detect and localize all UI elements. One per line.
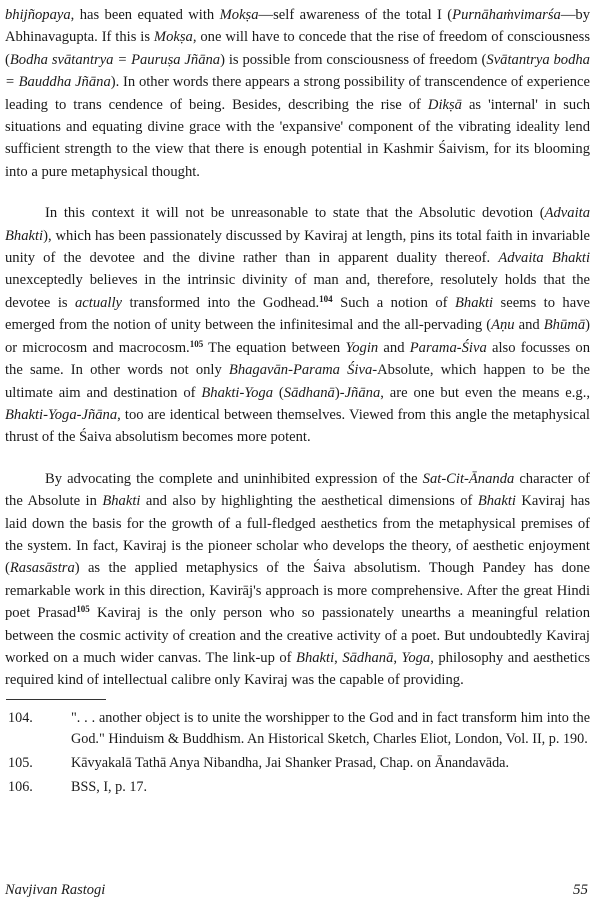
footnote-number: 105. xyxy=(8,754,33,771)
footnote-number: 104. xyxy=(8,709,33,726)
footnote-text: Kāvyakalā Tathā Anya Nibandha, Jai Shanker Prasad, Chap. on Ānandavāda. xyxy=(71,754,510,771)
paragraph-2: In this context it will not be unreasonable to state that the Absolutic devotion (Advaita Bhakti), which has been passionately discussed by Kaviraj at length, pins its total faith in invariable unity of the devotee and the divine rather than in apparent duality thereof. Advaita Bhakti unexceptedly believes in the intrinsic divinity of man and, therefore, resolutely holds that the devotee is actually transformed into the Godhead.$^{104}$ Such a notion of Bhakti seems to have emerged from the notion of unity between the infinitesimal and the all-pervading (Aṇu and Bhūmā) or microcosm and macrocosm.$^{105}$ The equation between Yogin and Parama-Śiva also focusses on the same. In other words not only Bhagavān-Parama Śiva-Absolute, which happen to be the ultimate aim and destination of Bhakti-Yoga (Sādhanā)-Jñāna, are one but even the means e.g., Bhakti-Yoga-Jñāna, too are identical between themselves. Viewed from this angle the metaphysical thrust of the Śaiva absolutism becomes more potent. xyxy=(5,205,591,446)
footnote-number: 106. xyxy=(8,778,33,795)
footnote-106 xyxy=(5,777,590,798)
footnote-ref-105[interactable]: 105 xyxy=(189,338,204,349)
footnote-ref-104[interactable]: 104 xyxy=(319,293,333,304)
footnote-text: BSS, I, p. 17. xyxy=(71,778,148,795)
paragraph-1: bhijñopaya, has been equated with Mokṣa—self awareness of the total I (Purnāhaṁvimarśa—by Abhinavagupta. If this is Mokṣa, one will have to concede that the rise of freedom of consciousness (Bodha svātantrya = Pauruṣa Jñāna) is possible from consciousness of freedom (Svātantrya bodha = Bauddha Jñāna). In other words there appears a strong possibility of transcendence of experience leading to trans cendence of being. Besides, describing the rise of Dikṣā as 'internal' in such situations and equating divine grace with the 'expansive' component of the vibrating ideality lend sufficient strength to the view that there is enough potential in Kashmir Śaivism, for its blooming into a pure metaphysical thought. xyxy=(5,7,590,180)
paragraph-3: By advocating the complete and uninhibited expression of the Sat-Cit-Ānanda character of the Absolute in Bhakti and also by highlighting the aesthetical dimensions of Bhakti Kaviraj has laid down the basis for the growth of a full-fledged aesthetics from the metaphysical premises of the system. In fact, Kaviraj is the pioneer scholar who develops the theory, of aesthetic enjoyment (Rasasāstra) as the applied metaphysics of the Śaiva absolutism. Though Pandey has done remarkable work in this direction, Kavirāj's approach is more comprehensive. After the great Hindi poet Prasad$^{105}$ Kaviraj is the only person who so passionately unearths a meaningful relation between the cosmic activity of creation and the creative activity of a poet. But undoubtedly Kaviraj worked on a much wider canvas. The link-up of Bhakti, Sādhanā, Yoga, philosophy and aesthetics required kind of intellectual calibre only Kaviraj was the capable of providing. xyxy=(5,470,591,689)
footnotes xyxy=(5,708,590,798)
footnote-104 xyxy=(5,708,590,750)
footnote-text: ". . . another object is to unite the worshipper to the God and in fact transform him into the God." Hinduism & Buddhism. An Historical Sketch, Charles Eliot, London, Vol. II, p. 190. xyxy=(71,709,590,747)
page-footer xyxy=(5,882,588,899)
author-name: Navjivan Rastogi xyxy=(5,882,106,898)
footnote-105 xyxy=(5,753,590,774)
page-number: 55 xyxy=(573,882,588,898)
footnote-ref-105b[interactable]: 105 xyxy=(76,604,90,615)
footnote-divider xyxy=(6,699,106,700)
